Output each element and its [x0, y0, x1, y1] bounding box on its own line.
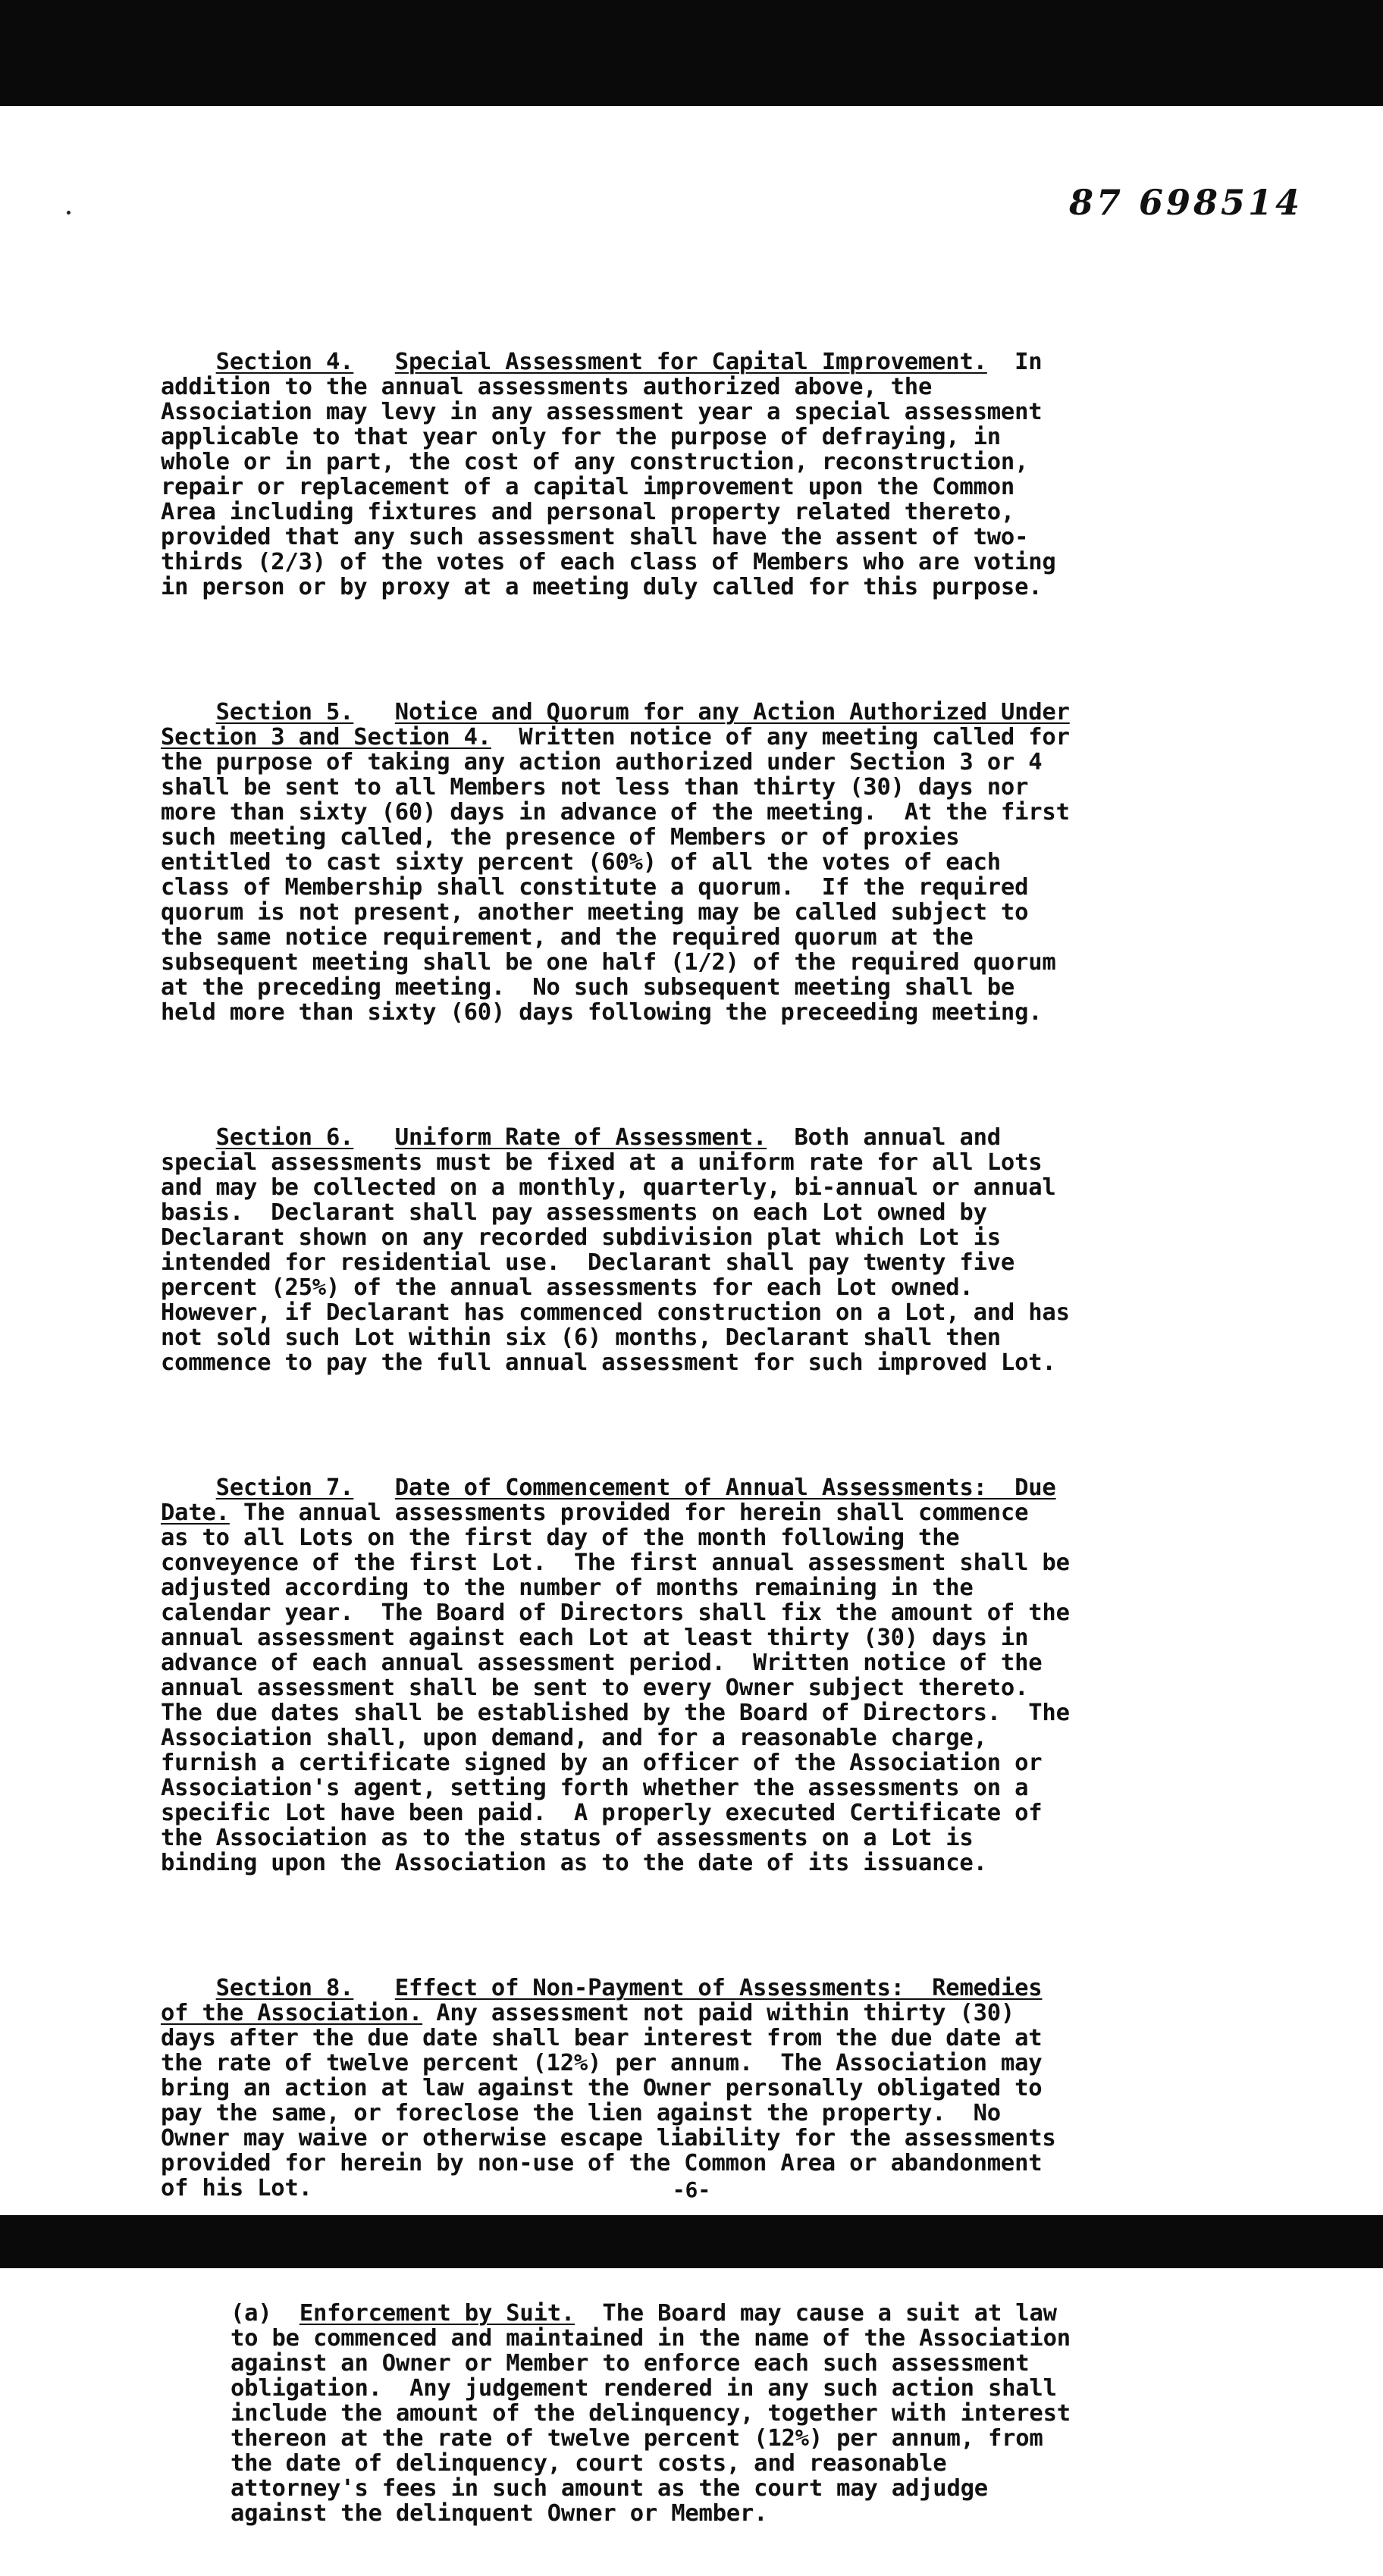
page-number: -6- [672, 2177, 711, 2202]
section-4-number: Section 4. [215, 349, 354, 375]
section-5-number: Section 5. [215, 699, 354, 725]
section-6-body: special assessments must be fixed at a uniform rate for all Lots and may be collected on a monthly, quarterly, bi-annual or annual basis. Declarant shall pay assessments on each Lot owned by Declarant shown on any recorded subdivision plat which Lot is intended for residential use. Declarant shall pay twenty five percent (25%) of the annual assessments for each Lot owned. However, if Declarant has commenced construction on a Lot, and has not sold such Lot within six (6) months, Declarant shall then commence to pay the full annual assessment for such improved Lot. [161, 1149, 1070, 1376]
section-8a [230, 2301, 1290, 2526]
scan-speck [67, 211, 71, 215]
section-5-title: Notice and Quorum for any Action Authorized Under [394, 699, 1070, 725]
section-8-number: Section 8. [215, 1975, 354, 2001]
section-5-title-cont-rest: Written notice of any meeting called for [519, 724, 1070, 751]
section-5 [161, 700, 1290, 1025]
section-7 [161, 1475, 1290, 1876]
section-8-body: days after the due date shall bear interest from the due date at the rate of twelve percent (12%) per annum. The Association may bring an action at law against the Owner personally obligated to pay the same, or foreclose the lien against the property. No Owner may waive or otherwise escape liability for the assessments provided for herein by non-use of the Common Area or abandonment of his Lot. [161, 2025, 1056, 2202]
section-7-title-cont-rest: The annual assessments provided for herein shall commence [229, 1500, 1029, 1526]
section-6 [161, 1125, 1290, 1375]
section-5-body: the purpose of taking any action authorized under Section 3 or 4 shall be sent to all Members not less than thirty (30) days nor more than sixty (60) days in advance of the meeting. At the first such meeting called, the presence of Members or of proxies entitled to cast sixty percent (60%) of all the votes of each class of Membership shall constitute a quorum. If the required quorum is not present, another meeting may be called subject to the same notice requirement, and the required quorum at the subsequent meeting shall be one half (1/2) of the required quorum at the preceding meeting. No such subsequent meeting shall be held more than sixty (60) days following the preceeding meeting. [161, 749, 1070, 1026]
document-number: 87 698514 [1069, 182, 1303, 223]
section-8 [161, 1976, 1290, 2201]
section-6-title-end: Both annual and [794, 1124, 1001, 1151]
section-7-number: Section 7. [215, 1474, 354, 1501]
section-4 [161, 349, 1290, 600]
section-4-body: addition to the annual assessments authorized above, the Association may levy in any assessment year a special assessment applicable to that year only for the purpose of defraying, in whole or in part, the cost of any construction, reconstruction, repair or replacement of a capital improvement upon the Common Area including fixtures and personal property related thereto, provided that any such assessment shall have the assent of two- thirds (2/3) of the votes of each class of Members who are voting in person or by proxy at a meeting duly called for this purpose. [161, 374, 1056, 600]
scan-top-border [0, 0, 1383, 106]
section-8a-title: Enforcement by Suit. [299, 2300, 575, 2327]
section-5-title-cont: Section 3 and Section 4. [161, 724, 491, 751]
section-8-title: Effect of Non-Payment of Assessments: Remedies [394, 1975, 1043, 2001]
section-8a-body: to be commenced and maintained in the name of the Association against an Owner or Member to enforce each such assessment obligation. Any judgement rendered in any such action shall include the amount of the delinquency, together with interest thereon at the rate of twelve percent (12%) per annum, from the date of delinquency, court costs, and reasonable attorney's fees in such amount as the court may adjudge against the delinquent Owner or Member. [230, 2325, 1071, 2527]
section-7-title-cont: Date. [161, 1500, 230, 1526]
section-6-title: Uniform Rate of Assessment. [394, 1124, 767, 1151]
section-7-title: Date of Commencement of Annual Assessments: Due [394, 1474, 1056, 1501]
scan-bottom-border [0, 2215, 1383, 2268]
section-8a-title-end: The Board may cause a suit at law [602, 2300, 1057, 2327]
section-8-title-cont: of the Association. [161, 2000, 423, 2026]
section-4-title: Special Assessment for Capital Improvement. [394, 349, 987, 375]
section-7-body: as to all Lots on the first day of the month following the conveyence of the first Lot. The first annual assessment shall be adjusted according to the number of months remaining in the calendar year. The Board of Directors shall fix the amount of the annual assessment against each Lot at least thirty (30) days in advance of each annual assessment period. Written notice of the annual assessment shall be sent to every Owner subject thereto. The due dates shall be established by the Board of Directors. The Association shall, upon demand, and for a reasonable charge, furnish a certificate signed by an officer of the Association or Association's agent, setting forth whether the assessments on a specific Lot have been paid. A properly executed Certificate of the Association as to the status of assessments on a Lot is binding upon the Association as to the date of its issuance. [161, 1525, 1070, 1876]
section-6-number: Section 6. [215, 1124, 354, 1151]
section-8-title-cont-rest: Any assessment not paid within thirty (30) [422, 2000, 1015, 2026]
section-4-title-end: In [1015, 349, 1043, 375]
section-8a-label: (a) [230, 2300, 272, 2327]
